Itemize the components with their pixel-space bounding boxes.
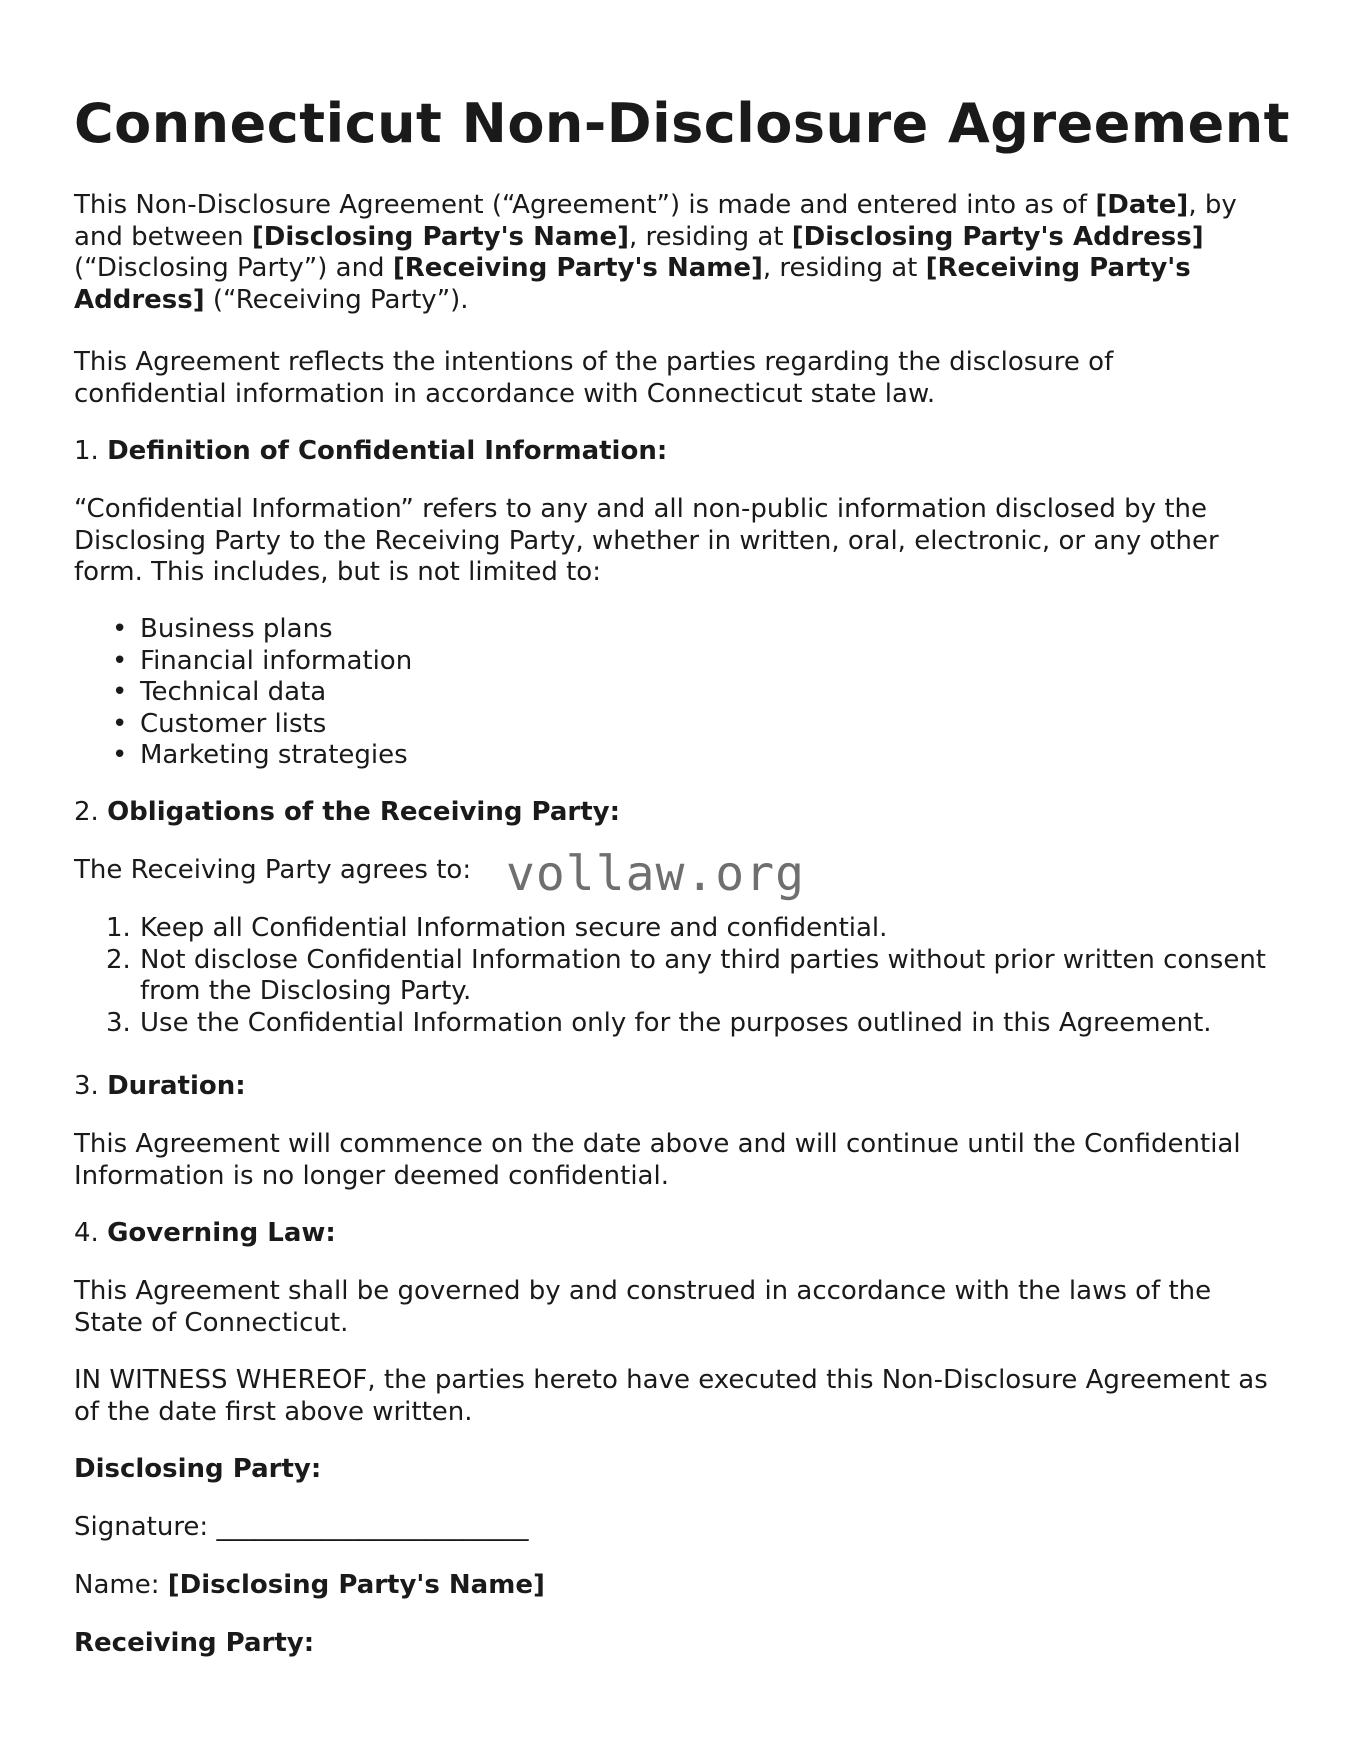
purpose-paragraph: This Agreement reflects the intentions of the parties regarding the disclosure of confidential information in accordance with Connecticut state law. bbox=[74, 347, 1114, 409]
disclosing-party-heading: Disclosing Party: bbox=[74, 1454, 322, 1484]
document-title: Connecticut Non-Disclosure Agreement bbox=[74, 92, 1290, 155]
section-2-heading: 2. Obligations of the Receiving Party: bbox=[74, 797, 621, 827]
name-placeholder: [Disclosing Party's Name] bbox=[167, 1570, 545, 1600]
bullet-icon: • bbox=[112, 708, 128, 739]
obligations-list bbox=[106, 913, 1280, 1039]
bullet-icon: • bbox=[112, 645, 128, 676]
bullet-list bbox=[112, 614, 1280, 772]
disclosing-address-placeholder: [Disclosing Party's Address] bbox=[791, 221, 1204, 252]
date-placeholder: [Date] bbox=[1095, 190, 1189, 220]
intro-paragraph: This Non-Disclosure Agreement (“Agreement”) is made and entered into as of [Date], by and between [Disclosing Party's Name], residing at [Disclosing Party's Address] (“Disclosing Party”) and [Receiving Party's Name], residing at [Receiving Party's Address] (“Receiving Party”). bbox=[74, 190, 1237, 315]
section-1-heading: 1. Definition of Confidential Information: bbox=[74, 436, 668, 466]
duration-paragraph: This Agreement will commence on the date above and will continue until the Confidential Information is no longer deemed confidential. bbox=[74, 1129, 1241, 1191]
witness-paragraph: IN WITNESS WHEREOF, the parties hereto have executed this Non-Disclosure Agreement as of the date first above written. bbox=[74, 1365, 1268, 1427]
signature-blank: ________________________ bbox=[216, 1512, 529, 1542]
bullet-icon: • bbox=[112, 614, 128, 644]
section-3-heading: 3. Duration: bbox=[74, 1071, 246, 1101]
signature-line: Signature: ________________________ bbox=[74, 1512, 529, 1542]
list-item: 1. Keep all Confidential Information secure and confidential. bbox=[106, 913, 888, 943]
disclosing-name-placeholder: [Disclosing Party's Name] bbox=[251, 221, 629, 252]
watermark: vollaw.org bbox=[506, 846, 805, 902]
receiving-party-heading: Receiving Party: bbox=[74, 1628, 315, 1658]
section-4-heading: 4. Governing Law: bbox=[74, 1218, 336, 1248]
receiving-address-placeholder: [Receiving Party's Address] bbox=[74, 253, 1191, 315]
list-item: 3. Use the Confidential Information only for the purposes outlined in this Agreement. bbox=[106, 1007, 1212, 1038]
bullet-icon: • bbox=[112, 677, 128, 707]
bullet-icon: • bbox=[112, 740, 128, 770]
governing-law-paragraph: This Agreement shall be governed by and construed in accordance with the laws of the State of Connecticut. bbox=[74, 1276, 1212, 1338]
definition-paragraph: “Confidential Information” refers to any and all non-public information disclosed by the Disclosing Party to the Receiving Party, whether in written, oral, electronic, or any other form. This includes, but is not limited to: bbox=[74, 494, 1219, 587]
name-line: Name: [Disclosing Party's Name] bbox=[74, 1570, 545, 1600]
list-item: • Business plans bbox=[112, 614, 333, 644]
list-item: • Financial information bbox=[112, 645, 413, 676]
receiving-name-placeholder: [Receiving Party's Name] bbox=[392, 253, 763, 283]
list-item: • Technical data bbox=[112, 677, 327, 707]
list-item: • Marketing strategies bbox=[112, 740, 408, 770]
list-item: • Customer lists bbox=[112, 708, 327, 739]
obligations-intro: The Receiving Party agrees to: bbox=[74, 855, 472, 885]
list-item: 2. Not disclose Confidential Information to any third parties without prior written consent from the Disclosing Party. bbox=[106, 944, 1266, 1006]
